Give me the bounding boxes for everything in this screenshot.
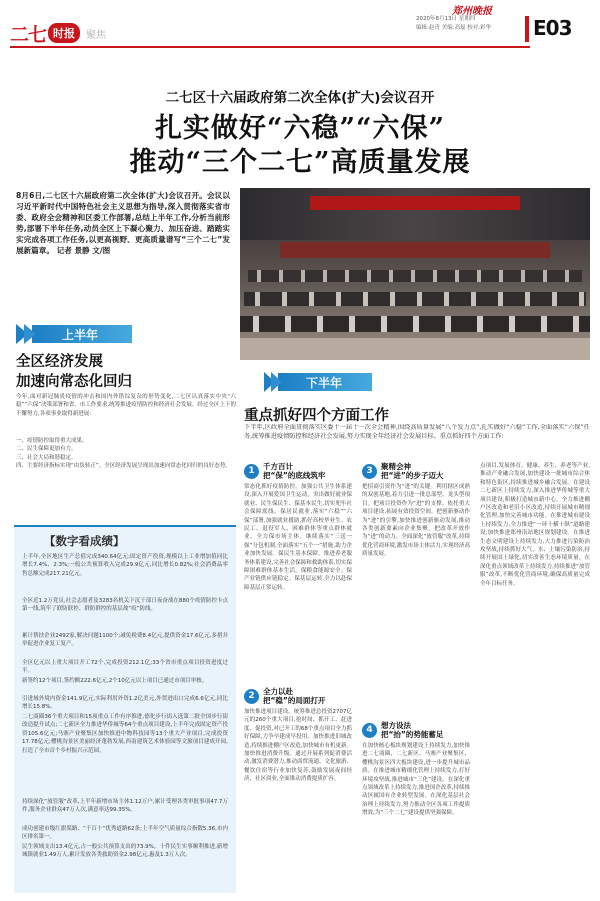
editor-credits: 编辑:赵青 美编:高磊 校对:彩华 xyxy=(416,25,492,31)
section-heading xyxy=(244,687,352,705)
first-half-closing: 四、主要经济指标实现“由负转正”。全区经济发展呈现出加速向常态化回归的良好态势。 xyxy=(16,463,231,470)
first-half-title-1: 全区经济发展 xyxy=(16,354,103,370)
header-rule xyxy=(10,46,530,48)
numbers-item: 民生领域支出13.4亿元,占一般公共预算支出的73.9%。十件民生实事顺利推进,新增城镇就业1.49万人,累计发放各类救助资金2.98亿元,惠及1.3万人次。 xyxy=(22,844,228,859)
brand-name-b: 时报 xyxy=(48,23,80,43)
second-half-tag xyxy=(262,370,372,394)
numbers-item: 引进域外境内资金141.9亿元,实际利用外资1.2亿美元,外贸进出口完成6.6亿元,同比增长15.8%。 xyxy=(22,696,228,711)
page-number: E03 xyxy=(533,16,572,40)
first-half-point-3: 三、社会大局和谐稳定。 xyxy=(16,454,77,461)
section-title-a: 千方百计 xyxy=(263,462,293,471)
section-number-badge: 1 xyxy=(244,464,259,479)
second-half-tag-label: 下半年 xyxy=(306,375,343,390)
section-title-a: 聚精会神 xyxy=(381,462,411,471)
section-title-b: 把“稳”的局面打开 xyxy=(263,696,326,705)
first-half-tag-label: 上半年 xyxy=(62,327,99,342)
photo-audience-row-3 xyxy=(240,316,590,332)
section-heading xyxy=(362,462,470,480)
section-heading xyxy=(244,462,352,480)
arrow-icon xyxy=(262,370,286,394)
section-title-b: 把“保”的底线筑牢 xyxy=(263,471,326,480)
numbers-box-title: 【数字看成绩】 xyxy=(44,534,125,548)
first-half-body-block xyxy=(16,393,236,515)
numbers-item: 持续深化“放管服”改革,上半年新增市场主体1.12万户,累计受理各类审批事项47.7万件,服务企业群众47万人次,满意率达99.35%。 xyxy=(22,799,228,814)
section-title-a: 全力以赴 xyxy=(263,687,293,696)
headline-line-1: 扎实做好“六稳”“六保” xyxy=(154,113,446,144)
issue-date: 2020年8月13日 星期四 xyxy=(416,16,476,22)
column-1 xyxy=(244,462,352,894)
first-half-tag xyxy=(14,322,132,346)
section-number-badge: 4 xyxy=(362,723,377,738)
photo-stage-table xyxy=(280,242,550,258)
numbers-item: 成功创建市级红旗渠路、“千百十”优秀道路62条;上半年空气质量综合指数5.36,市内区排名第一。 xyxy=(22,826,228,841)
numbers-item: 二七商圈36个重大项目和15项重点工作有序推进,德化步行街入选第二批全国步行街改造提升试点;二七新区全力推进华侨城等64个重点项目建设,上半年完成固定资产投资105.6亿元;马寨产业聚集区加快推进中物科技园等13个重大产业项目,完成投资17.78亿元;樱桃沟景区美丽经济蓬勃发展,西南建筑艺术体验园等文旅项目建成开园,打造了全市首个乡村振兴示范园。 xyxy=(22,714,228,754)
page-header xyxy=(0,0,600,54)
section-number-badge: 3 xyxy=(362,464,377,479)
photo-banner xyxy=(310,196,520,210)
photo-desk-front xyxy=(240,338,590,360)
section-title-a: 想方设法 xyxy=(381,721,411,730)
section-body: 把招商引资作为“进”的关键。利用辖区成熟的双创基地,着力引进一批总部型、龙头型项目。把项目投资作为“进”的支撑。依托重大项目建设,拓展有效投资空间。把创新驱动作为“进”的引擎,加快推进创新驱动发展,推动各类创新要素向企业集聚。把改革开放作为“进”的动力。全面深化“放管服”改革,持续优化营商环境,激发市场主体活力,实现经济高质量发展。 xyxy=(362,484,470,558)
headline-kicker: 二七区十六届政府第二次全体(扩大)会议召开 xyxy=(165,90,435,106)
first-half-body: 今年,面对新冠肺炎疫情的冲击和国内外错综复杂的形势变化,二七区认真落实中央“六稳”“六保”决策部署和省、市工作要求,统筹推进疫情防控和经济社会发展。经过全区上下的不懈努力,各项事业取得新进展: xyxy=(16,394,236,417)
column-3: 点项目,发展体育、健康、养生、养老等产业,推动产业融合发展,加快建设一批城市综合体和特色街区,持续推进城乡融合发展。在建设二七新区上持续发力,深入推进华侨城等重大项目建设,积极打造城市新中心。全力推进棚户区改造和老旧小区改造,持续开展城市精细化管理,加快完善城市功能。在推进城市建设上持续发力,全力推进“一环十横十纵”道路建设,加快推进郑州南站地区规划建设。在推进生态文明建设上持续发力,大力推进污染防治攻坚战,持续抓好大气、水、土壤污染防治,持续开展国土绿化,切实改善生态环境质量。在深化重点领域改革上持续发力,持续推进“放管服”改革,不断优化营商环境,确保高质量完成全年目标任务。 xyxy=(480,463,590,587)
section-body: 常态化抓好疫情防控。加强公共卫生体系建设,深入开展爱国卫生运动。突出做好就业保就业、民生保民生、保基本民生,切实兜牢社会保障底线。保居民就业,落实“六稳”“六保”部署,加强就业援助,抓好高校毕业生、农民工、退役军人、困难群体等重点群体就业。全力保市场主体。继续落实“三送一强”分包机制,全面落实“五个一”措施,助力企业加快发展。保民生基本保障。推进养老服务体系建设,完善社会保障和救助体系,切实保障困难群体基本生活。保粮食能源安全。保产业链供应链稳定。保基层运转,全力以赴保障基层正常运转。 xyxy=(244,484,352,591)
section-heading xyxy=(362,721,470,739)
section-body: 加快推进项目建设。统筹推进总投资2707亿元的260个重大项目,抢时间、抓开工、赶进度、促投资,对已开工的68个重点项目全力抓好保障,力争早建成早投用。加快推进旧城改造,持续推进棚户区改造,加快城市有机更新。加快推进消费升级。通过开展系列促消费活动,激发消费潜力,推动商贸流通、文化旅游、餐饮住宿等行业加快复苏,鼓励发展夜间经济、社区商业,全面推动消费提质扩容。 xyxy=(244,709,352,783)
first-half-point-1: 一、疫情防控取得重大成果。 xyxy=(16,438,88,444)
headline-line-2: 推动“三个二七”高质量发展 xyxy=(129,147,471,178)
photo-audience-row-1 xyxy=(248,270,582,282)
section-name: 聚焦 xyxy=(86,29,107,41)
arrow-icon xyxy=(14,322,40,346)
numbers-item: 累计帮扶企业2492家,解决问题1100个;减免税费8.4亿元,提供资金17.6亿元,多措并举促进企业复工复产。 xyxy=(22,633,228,648)
column-2 xyxy=(362,462,470,894)
first-half-title-2: 加速向常态化回归 xyxy=(16,374,132,390)
masthead-logo: 郑州晚报 xyxy=(452,6,492,17)
numbers-item: 全区亿元以上重大项目开工72个,完成投资212.1亿;33个省市重点项目投资进度过半。 xyxy=(22,660,228,675)
section-body: 在加快核心板块规划建设上持续发力,加快推进二七商圈、二七新区、马寨产业聚集区、樱桃沟景区四大板块建设,进一步提升城市品质。在推进城市精细化管理上持续发力,打好环境攻坚战,推进城市“三化”建设。在深化重点领域改革上持续发力,推进国企改革,持续推动区属国有企业转型发展。在深化基层社会治理上持续发力,努力推动全区各项工作提质增效,为“三个二七”建设提供坚强保障。 xyxy=(362,743,470,817)
meeting-photo xyxy=(240,188,590,360)
numbers-item: 上半年,全区地区生产总值完成340.64亿元;固定资产投资,规模以上工业增加值同比增长7.4%、2.3%;一般公共预算收入完成29.9亿元,同比增长0.82%;社会消费品零售总额完成217.21亿元。 xyxy=(22,554,228,577)
brand-logo xyxy=(10,22,106,44)
second-half-title: 重点抓好四个方面工作 xyxy=(244,408,389,424)
numbers-box-list xyxy=(14,549,236,869)
section-title-b: 把“进”的步子迈大 xyxy=(381,471,444,480)
numbers-item: 新签约12个项目,签约额222.6亿元,2个10亿元以上项目已通过市项目审核。 xyxy=(22,678,208,684)
page-accent-bar xyxy=(525,16,529,42)
section-title-b: 把“抬”的势能蓄足 xyxy=(381,730,444,739)
first-half-point-2: 二、民生保障更加有力。 xyxy=(16,446,77,453)
lead-paragraph: 8月6日,二七区十六届政府第二次全体(扩大)会议召开。会议以习近平新时代中国特色社会主义思想为指导,深入贯彻落实省市委、政府全会精神和区委工作部署,总结上半年工作,分析当前形势,部署下半年任务,动员全区上下凝心聚力、加压奋进、踏踏实实完成各项工作任务,以更高视野、更高质量谱写“三个二七”发展新篇章。 记者 景静 文/图 xyxy=(16,191,230,255)
numbers-box xyxy=(14,525,236,893)
photo-audience-row-2 xyxy=(244,292,586,306)
section-number-badge: 2 xyxy=(244,689,259,704)
brand-name-a: 二七 xyxy=(10,23,47,46)
second-half-intro: 下半年,区政府全面贯彻落实区委十一届十一次全会精神,围绕高质量发展“八个发力点”,扎实做好“六稳”工作,全面落实“六保”任务,统筹推进疫情防控和经济社会发展,努力实现全年经济社会发展目标。重点抓好四个方面工作: xyxy=(244,424,590,440)
numbers-item: 全区近1.2万党员,社会志愿者及3283名机关下沉干部日夜奋战在880个疫情防控卡点第一线,筑牢了联防联控、群防群控的基层战“疫”防线。 xyxy=(22,598,228,613)
